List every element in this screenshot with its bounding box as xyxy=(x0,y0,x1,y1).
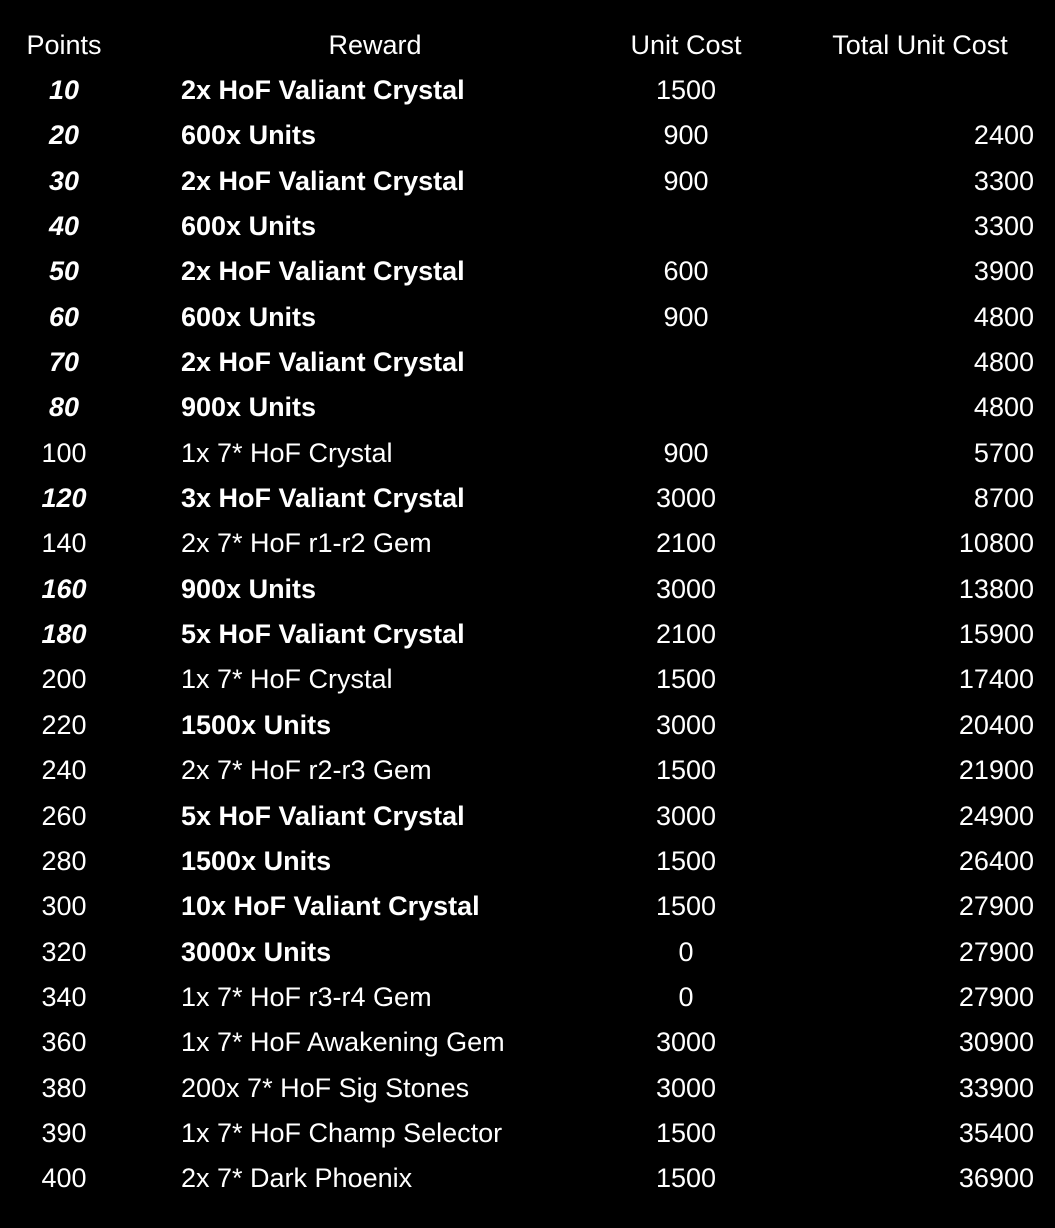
unit-cost-cell: 3000 xyxy=(655,573,717,604)
points-cell: 390 xyxy=(41,1117,87,1148)
points-cell: 10 xyxy=(48,75,80,105)
unit-cost-cell: 900 xyxy=(663,301,709,332)
table-row xyxy=(0,1111,1055,1156)
total-unit-cost-cell: 17400 xyxy=(958,664,1034,695)
header-points: Points xyxy=(26,30,102,60)
table-row xyxy=(0,340,1055,385)
header-reward: Reward xyxy=(328,30,422,60)
reward-cell: 1500x Units xyxy=(181,709,332,740)
table-row xyxy=(0,1066,1055,1111)
table-row xyxy=(0,794,1055,839)
unit-cost-cell: 1500 xyxy=(655,755,717,786)
table-row xyxy=(0,113,1055,158)
total-unit-cost-cell: 3300 xyxy=(973,165,1034,196)
unit-cost-cell: 1500 xyxy=(655,1117,717,1148)
points-cell: 280 xyxy=(41,845,87,876)
table-row xyxy=(0,884,1055,929)
unit-cost-cell: 3000 xyxy=(655,709,717,740)
total-unit-cost-cell: 2400 xyxy=(973,120,1034,151)
points-cell: 20 xyxy=(48,120,80,151)
reward-cell: 1500x Units xyxy=(181,845,332,876)
reward-cell: 3x HoF Valiant Crystal xyxy=(181,483,465,514)
unit-cost-cell: 900 xyxy=(663,165,709,196)
unit-cost-cell: 1500 xyxy=(655,75,717,105)
points-cell: 140 xyxy=(41,528,87,559)
reward-cell: 2x HoF Valiant Crystal xyxy=(181,347,465,378)
total-unit-cost-cell: 4800 xyxy=(973,301,1034,332)
points-cell: 240 xyxy=(41,755,87,786)
table-row xyxy=(0,930,1055,975)
unit-cost-cell: 2100 xyxy=(655,528,717,559)
table-row xyxy=(0,567,1055,612)
table-row xyxy=(0,159,1055,204)
total-unit-cost-cell: 10800 xyxy=(958,528,1034,559)
table-header xyxy=(0,23,1055,68)
reward-cell: 5x HoF Valiant Crystal xyxy=(181,619,465,650)
total-unit-cost-cell: 30900 xyxy=(958,1027,1034,1058)
reward-cell: 1x 7* HoF r3-r4 Gem xyxy=(181,981,432,1012)
points-cell: 60 xyxy=(48,301,80,332)
unit-cost-cell: 1500 xyxy=(655,1163,717,1194)
total-unit-cost-cell: 4800 xyxy=(973,347,1034,378)
table-row xyxy=(0,431,1055,476)
reward-cell: 2x 7* HoF r2-r3 Gem xyxy=(181,755,432,786)
total-unit-cost-cell: 3900 xyxy=(973,256,1034,287)
table-row xyxy=(0,748,1055,793)
reward-cell: 2x 7* Dark Phoenix xyxy=(181,1163,413,1194)
reward-cell: 2x HoF Valiant Crystal xyxy=(181,75,465,105)
total-unit-cost-cell: 3300 xyxy=(973,211,1034,242)
points-cell: 160 xyxy=(41,573,87,604)
table-body xyxy=(0,68,1055,1202)
total-unit-cost-cell: 27900 xyxy=(958,891,1034,922)
points-cell: 40 xyxy=(48,211,80,242)
reward-cell: 200x 7* HoF Sig Stones xyxy=(181,1072,470,1103)
total-unit-cost-cell: 5700 xyxy=(973,437,1034,468)
header-unit-cost: Unit Cost xyxy=(630,30,742,60)
reward-cell: 1x 7* HoF Crystal xyxy=(181,664,393,695)
total-unit-cost-cell: 33900 xyxy=(958,1072,1034,1103)
points-cell: 120 xyxy=(41,483,87,514)
unit-cost-cell: 3000 xyxy=(655,800,717,831)
points-cell: 300 xyxy=(41,891,87,922)
points-cell: 30 xyxy=(48,165,80,196)
table-row xyxy=(0,385,1055,430)
reward-cell: 3000x Units xyxy=(181,936,332,967)
unit-cost-cell: 0 xyxy=(678,936,694,967)
table-row xyxy=(0,612,1055,657)
reward-cell: 2x 7* HoF r1-r2 Gem xyxy=(181,528,432,559)
table-row xyxy=(0,1020,1055,1065)
points-cell: 380 xyxy=(41,1072,87,1103)
unit-cost-cell: 2100 xyxy=(655,619,717,650)
points-cell: 70 xyxy=(48,347,80,378)
unit-cost-cell: 900 xyxy=(663,120,709,151)
reward-cell: 1x 7* HoF Awakening Gem xyxy=(181,1027,505,1058)
reward-cell: 10x HoF Valiant Crystal xyxy=(181,891,480,922)
total-unit-cost-cell: 27900 xyxy=(958,936,1034,967)
reward-cell: 600x Units xyxy=(181,211,317,242)
table-row xyxy=(0,703,1055,748)
unit-cost-cell: 3000 xyxy=(655,1027,717,1058)
unit-cost-cell: 1500 xyxy=(655,664,717,695)
table-row xyxy=(0,1156,1055,1201)
points-cell: 80 xyxy=(48,392,80,423)
unit-cost-cell: 3000 xyxy=(655,1072,717,1103)
points-cell: 50 xyxy=(48,256,80,287)
table-row xyxy=(0,975,1055,1020)
unit-cost-cell: 1500 xyxy=(655,891,717,922)
reward-cell: 900x Units xyxy=(181,573,317,604)
points-cell: 360 xyxy=(41,1027,87,1058)
reward-cell: 2x HoF Valiant Crystal xyxy=(181,256,465,287)
total-unit-cost-cell: 24900 xyxy=(958,800,1034,831)
table-row xyxy=(0,68,1055,113)
points-cell: 200 xyxy=(41,664,87,695)
unit-cost-cell: 600 xyxy=(663,256,709,287)
points-cell: 260 xyxy=(41,800,87,831)
total-unit-cost-cell: 35400 xyxy=(958,1117,1034,1148)
unit-cost-cell: 1500 xyxy=(655,845,717,876)
points-cell: 100 xyxy=(41,437,87,468)
points-cell: 340 xyxy=(41,981,87,1012)
table-row xyxy=(0,521,1055,566)
unit-cost-cell: 3000 xyxy=(655,483,717,514)
total-unit-cost-cell: 36900 xyxy=(958,1163,1034,1194)
points-cell: 180 xyxy=(41,619,87,650)
points-cell: 220 xyxy=(41,709,87,740)
total-unit-cost-cell: 20400 xyxy=(958,709,1034,740)
reward-cell: 1x 7* HoF Champ Selector xyxy=(181,1117,503,1148)
total-unit-cost-cell: 4800 xyxy=(973,392,1034,423)
unit-cost-cell: 0 xyxy=(678,981,694,1012)
points-cell: 320 xyxy=(41,936,87,967)
table-row xyxy=(0,657,1055,702)
reward-cell: 5x HoF Valiant Crystal xyxy=(181,800,465,831)
table-row xyxy=(0,839,1055,884)
total-unit-cost-cell: 15900 xyxy=(958,619,1034,650)
total-unit-cost-cell: 8700 xyxy=(973,483,1034,514)
total-unit-cost-cell: 13800 xyxy=(958,573,1034,604)
reward-cell: 600x Units xyxy=(181,120,317,151)
total-unit-cost-cell: 26400 xyxy=(958,845,1034,876)
total-unit-cost-cell: 21900 xyxy=(958,755,1034,786)
rewards-table xyxy=(0,23,1055,1202)
table-row xyxy=(0,476,1055,521)
total-unit-cost-cell: 27900 xyxy=(958,981,1034,1012)
reward-cell: 2x HoF Valiant Crystal xyxy=(181,165,465,196)
reward-cell: 900x Units xyxy=(181,392,317,423)
table-row xyxy=(0,249,1055,294)
header-total-unit-cost: Total Unit Cost xyxy=(832,30,1008,60)
unit-cost-cell: 900 xyxy=(663,437,709,468)
reward-cell: 600x Units xyxy=(181,301,317,332)
points-cell: 400 xyxy=(41,1163,87,1194)
table-row xyxy=(0,204,1055,249)
table-row xyxy=(0,295,1055,340)
reward-cell: 1x 7* HoF Crystal xyxy=(181,437,393,468)
